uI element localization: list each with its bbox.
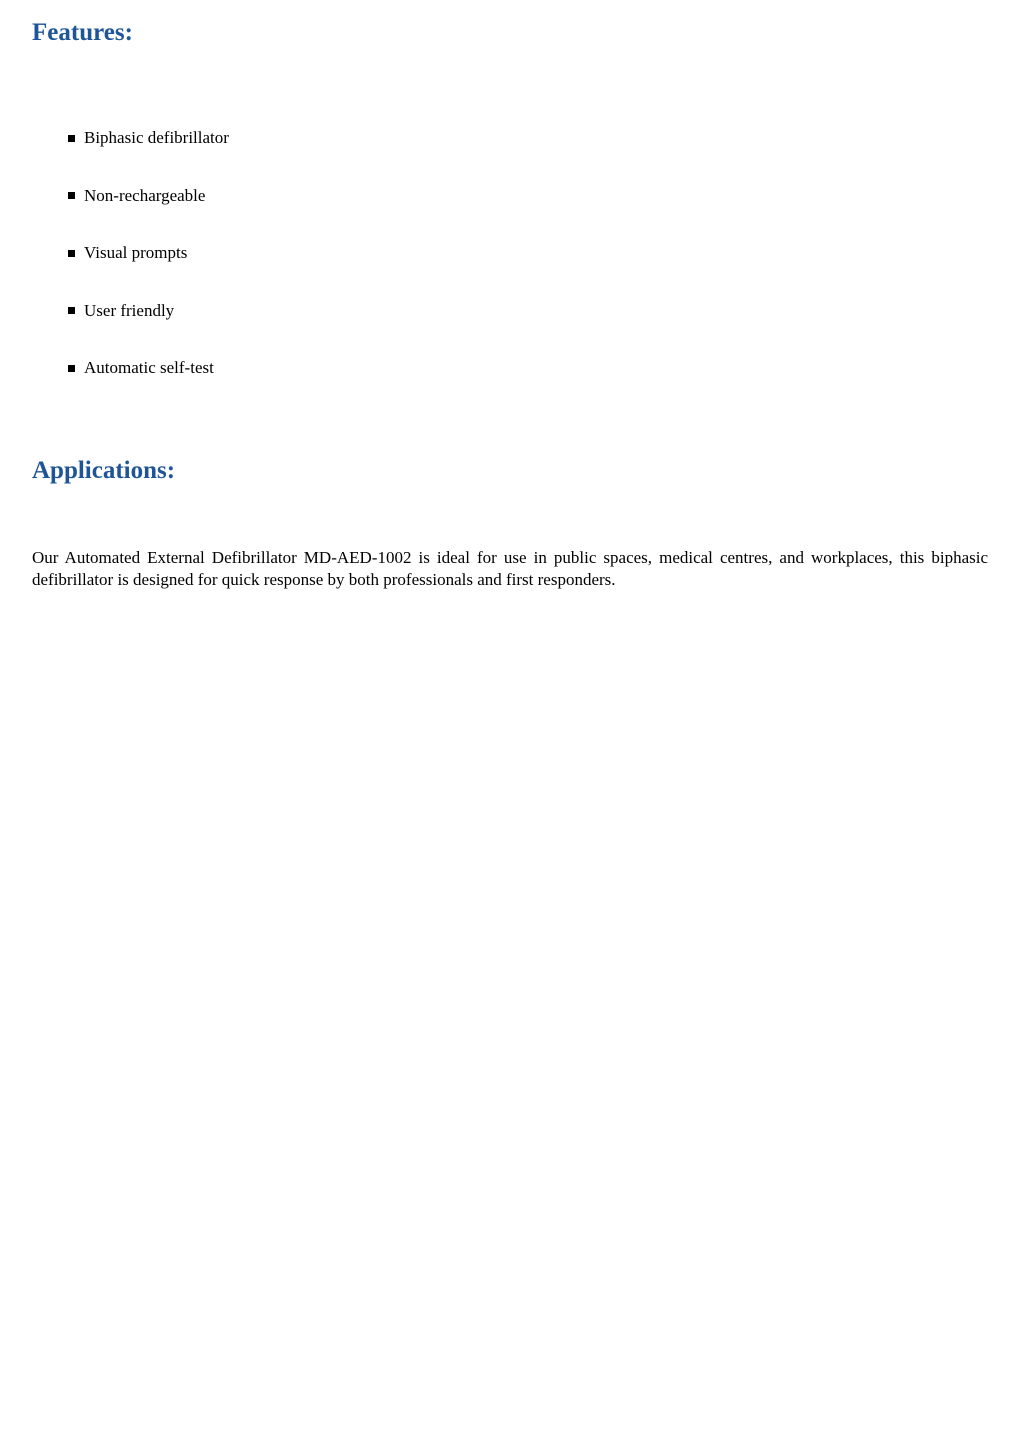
square-bullet-icon [68, 307, 75, 314]
square-bullet-icon [68, 250, 75, 257]
feature-item [68, 300, 229, 322]
square-bullet-icon [68, 365, 75, 372]
feature-label: Visual prompts [84, 243, 188, 262]
feature-item [68, 357, 229, 379]
square-bullet-icon [68, 192, 75, 199]
feature-label: User friendly [84, 300, 175, 320]
feature-item [68, 127, 229, 149]
applications-paragraph: Our Automated External Defibrillator MD-AED-1002 is ideal for use in public spaces, medical centres, and workplaces, this biphasic defibrillator is designed for quick response by both professionals and first responders. [32, 548, 988, 589]
features-list [68, 127, 229, 415]
feature-label: Non-rechargeable [84, 185, 206, 205]
feature-item [68, 185, 229, 207]
feature-label: Automatic self-test [84, 358, 214, 377]
feature-label: Biphasic defibrillator [84, 128, 229, 147]
feature-item [68, 242, 229, 264]
applications-heading: Applications: [32, 457, 176, 484]
features-heading: Features: [32, 19, 133, 46]
square-bullet-icon [68, 135, 75, 142]
